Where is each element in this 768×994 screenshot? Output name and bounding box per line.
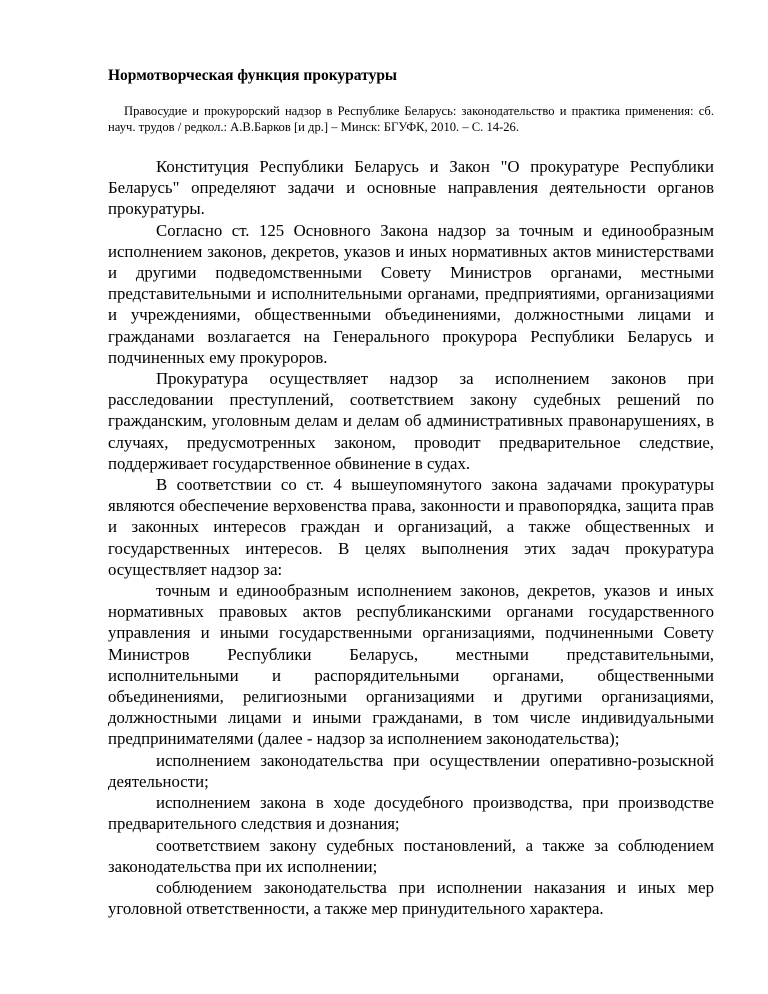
list-paragraph: соблюдением законодательства при исполнении наказания и иных мер уголовной ответственности, а также мер принудительного характера. — [108, 877, 714, 919]
document-body — [108, 156, 714, 919]
bibliographic-citation: Правосудие и прокурорский надзор в Республике Беларусь: законодательство и практика применения: сб. науч. трудов / редкол.: А.В.Барков [и др.] – Минск: БГУФК, 2010. – С. 14-26. — [108, 104, 714, 134]
list-paragraph: соответствием закону судебных постановлений, а также за соблюдением законодательства при их исполнении; — [108, 835, 714, 876]
paragraph: В соответствии со ст. 4 вышеупомянутого закона задачами прокуратуры являются обеспечение верховенства права, законности и правопорядка, защита прав и законных интересов граждан и организаций, а также общественных и государственных интересов. В целях выполнения этих задач прокуратура осуществляет надзор за: — [108, 475, 714, 579]
paragraph: Согласно ст. 125 Основного Закона надзор за точным и единообразным исполнением законов, декретов, указов и иных нормативных актов министерствами и другими подведомственными Совету Министров органами, местными представительными и исполнительными органами, предприятиями, организациями и учреждениями, общественными объединениями, должностными лицами и гражданами возлагается на Генерального прокурора Республики Беларусь и подчиненных ему прокуроров. — [108, 220, 714, 367]
document-page — [108, 66, 714, 919]
list-paragraph: исполнением законодательства при осуществлении оперативно-розыскной деятельности; — [108, 750, 714, 791]
paragraph: Конституция Республики Беларусь и Закон "О прокуратуре Республики Беларусь" определяют задачи и основные направления деятельности органов прокуратуры. — [108, 157, 714, 219]
paragraph: Прокуратура осуществляет надзор за исполнением законов при расследовании преступлений, соответствием закону судебных решений по гражданским, уголовным делам и делам об административных правонарушениях, в случаях, предусмотренных законом, проводит предварительное следствие, поддерживает государственное обвинение в судах. — [108, 369, 714, 473]
document-title: Нормотворческая функция прокуратуры — [108, 67, 398, 84]
list-paragraph: исполнением закона в ходе досудебного производства, при производстве предварительного следствия и дознания; — [108, 793, 714, 834]
list-paragraph: точным и единообразным исполнением законов, декретов, указов и иных нормативных правовых актов республиканскими органами государственного управления и иными государственными организациями, подчиненными Совету Министров Республики Беларусь, местными представительными, исполнительными и распорядительными органами, общественными объединениями, религиозными организациями и другими организациями, должностными лицами и иными гражданами, в том числе индивидуальными предпринимателями (далее - надзор за исполнением законодательства); — [108, 581, 714, 749]
